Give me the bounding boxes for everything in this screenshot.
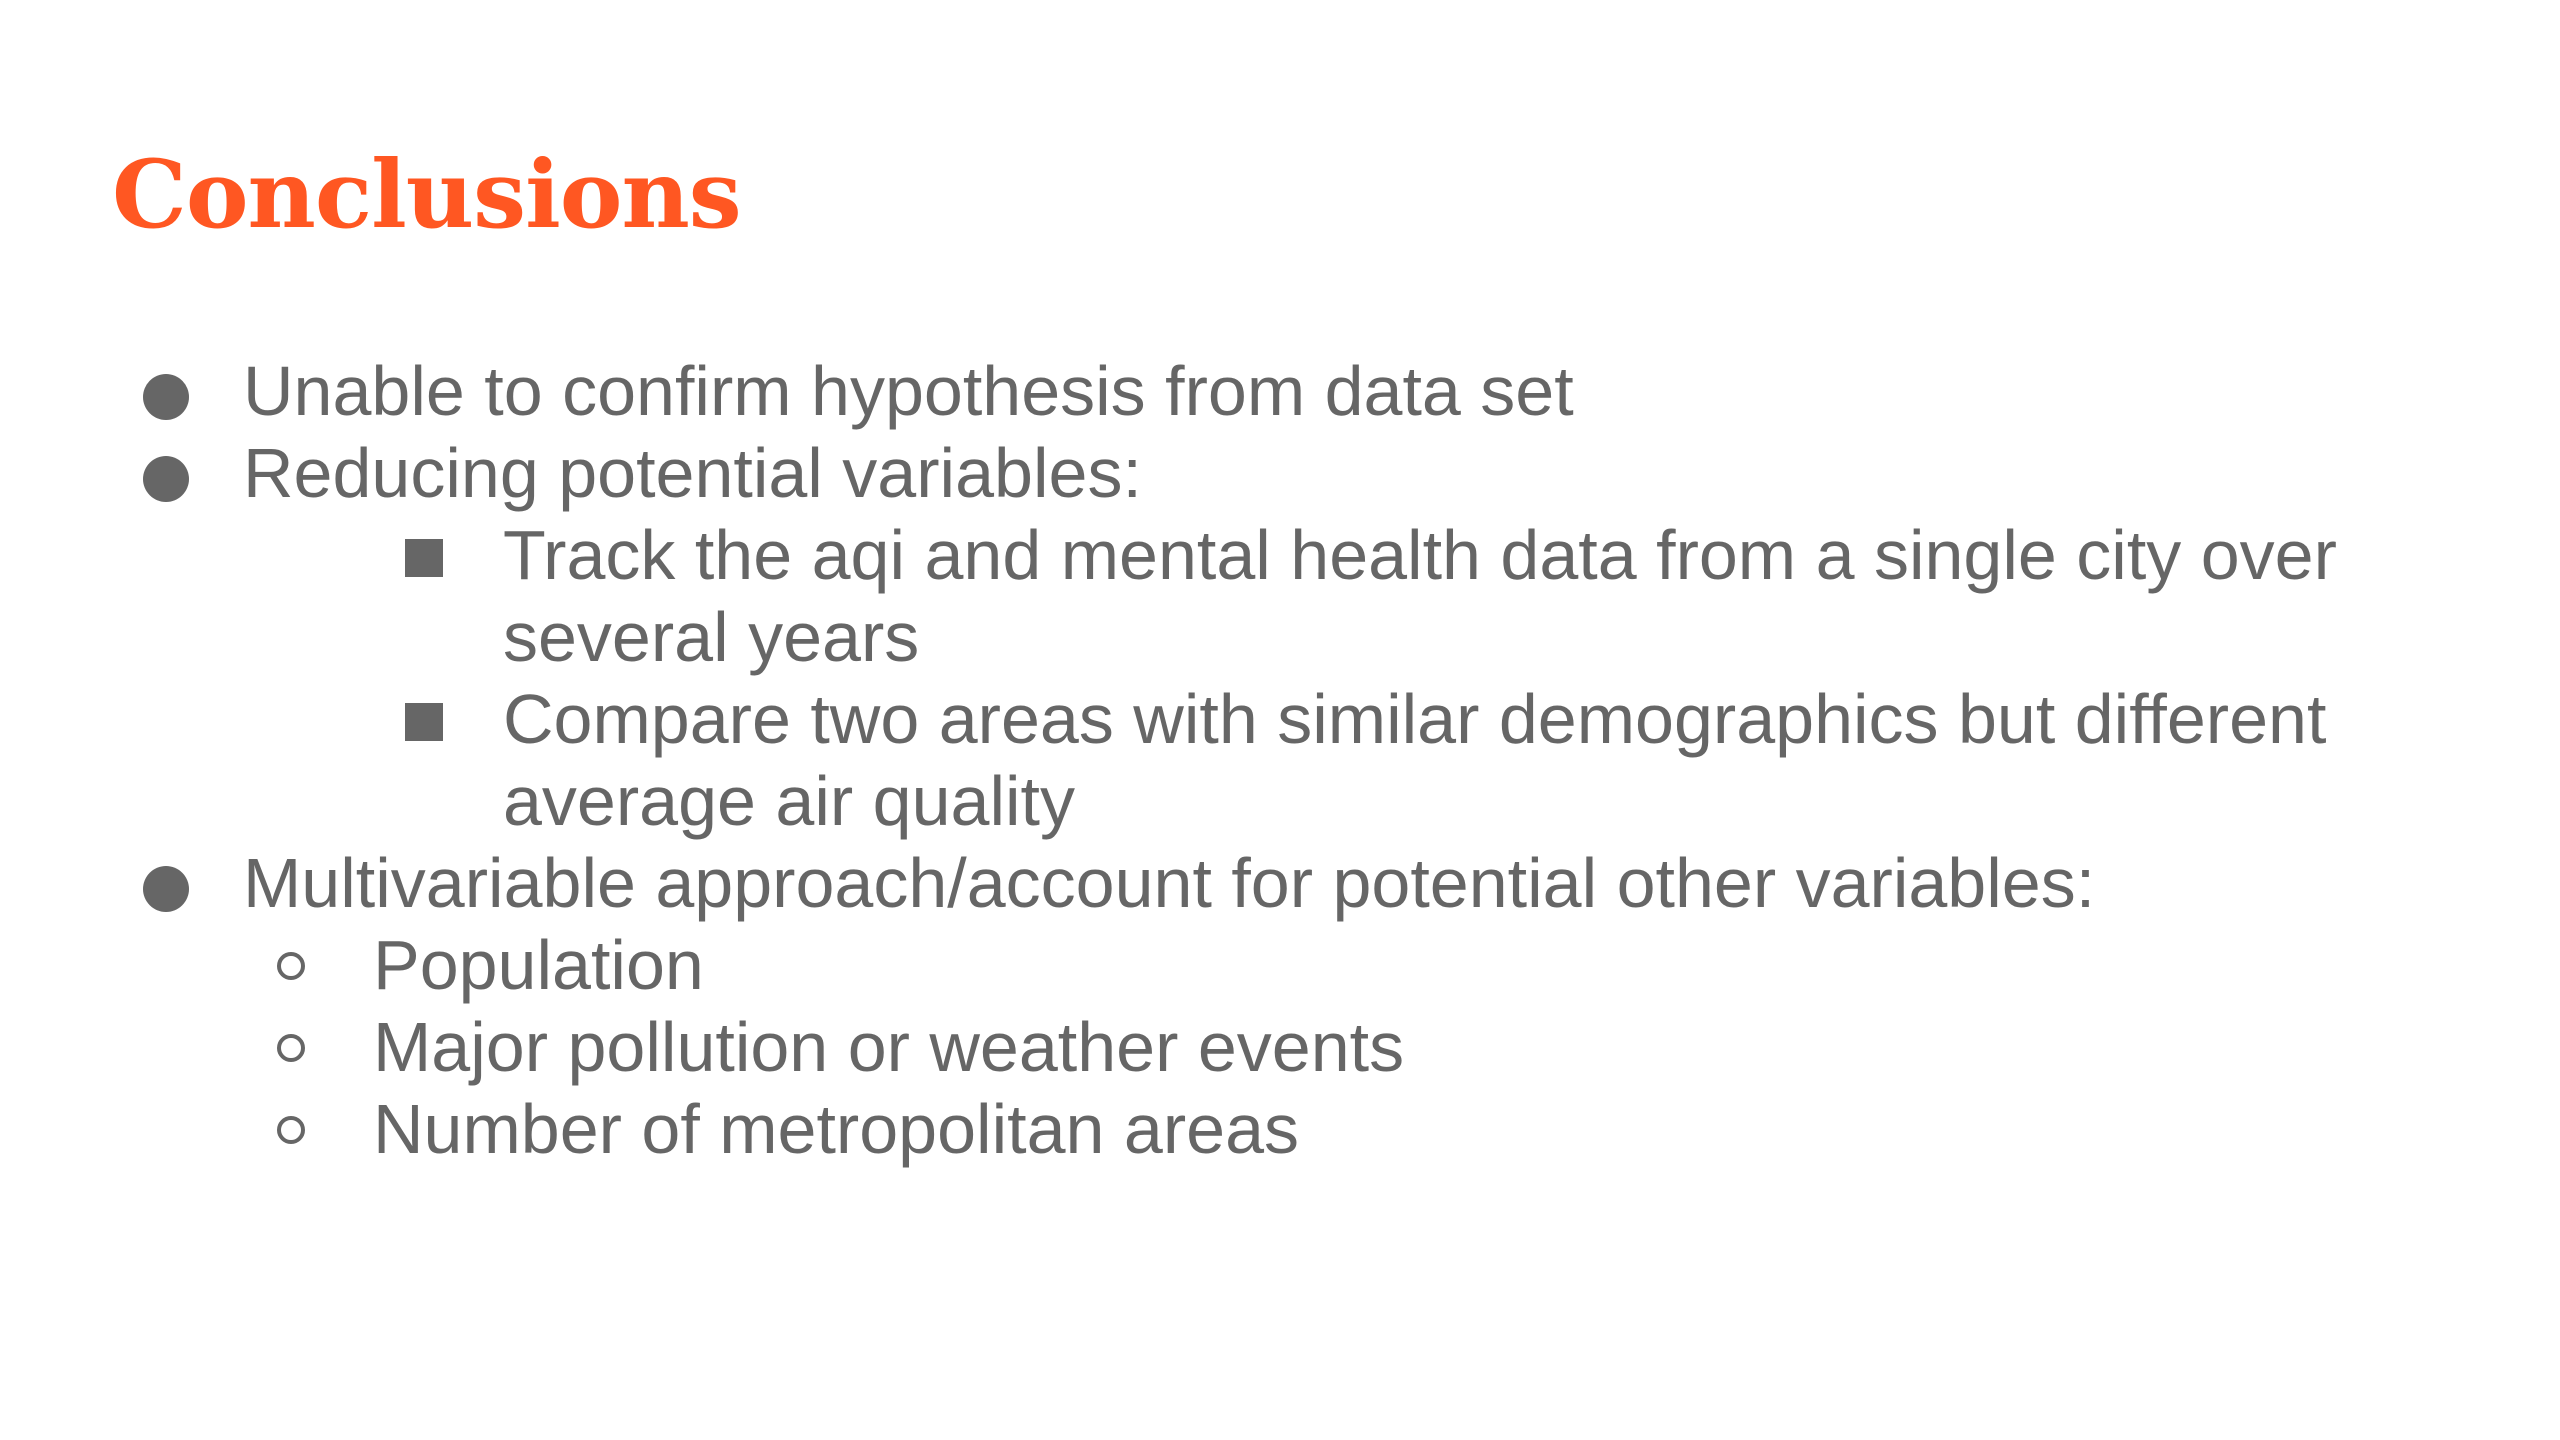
- sub-bullet-text: Compare two areas with similar demographics but different average air quality: [503, 680, 2327, 840]
- sub-bullet-item: [0, 924, 2420, 1006]
- bullet-square-icon: [405, 703, 443, 741]
- bullet-circle-icon: [277, 1116, 305, 1144]
- bullet-disc-icon: [143, 374, 189, 420]
- sub-bullet-item: [0, 678, 2420, 842]
- bullet-text: Reducing potential variables:: [243, 434, 1142, 512]
- bullet-circle-icon: [277, 1034, 305, 1062]
- sub-bullet-text: Track the aqi and mental health data from a single city over several years: [503, 516, 2337, 676]
- bullet-disc-icon: [143, 866, 189, 912]
- slide-title: Conclusions: [112, 140, 741, 250]
- bullet-disc-icon: [143, 456, 189, 502]
- sub-bullet-text: Population: [373, 926, 704, 1004]
- bullet-list: [0, 350, 2560, 1170]
- sub-bullet-item: [0, 1088, 2420, 1170]
- sub-bullet-item: [0, 1006, 2420, 1088]
- bullet-circle-icon: [277, 952, 305, 980]
- bullet-text: Unable to confirm hypothesis from data set: [243, 352, 1574, 430]
- sub-bullet-text: Number of metropolitan areas: [373, 1090, 1299, 1168]
- sub-bullet-text: Major pollution or weather events: [373, 1008, 1405, 1086]
- bullet-square-icon: [405, 539, 443, 577]
- bullet-text: Multivariable approach/account for potential other variables:: [243, 844, 2096, 922]
- bullet-item: [0, 432, 2420, 514]
- bullet-item: [0, 842, 2420, 924]
- sub-bullet-item: [0, 514, 2420, 678]
- bullet-item: [0, 350, 2420, 432]
